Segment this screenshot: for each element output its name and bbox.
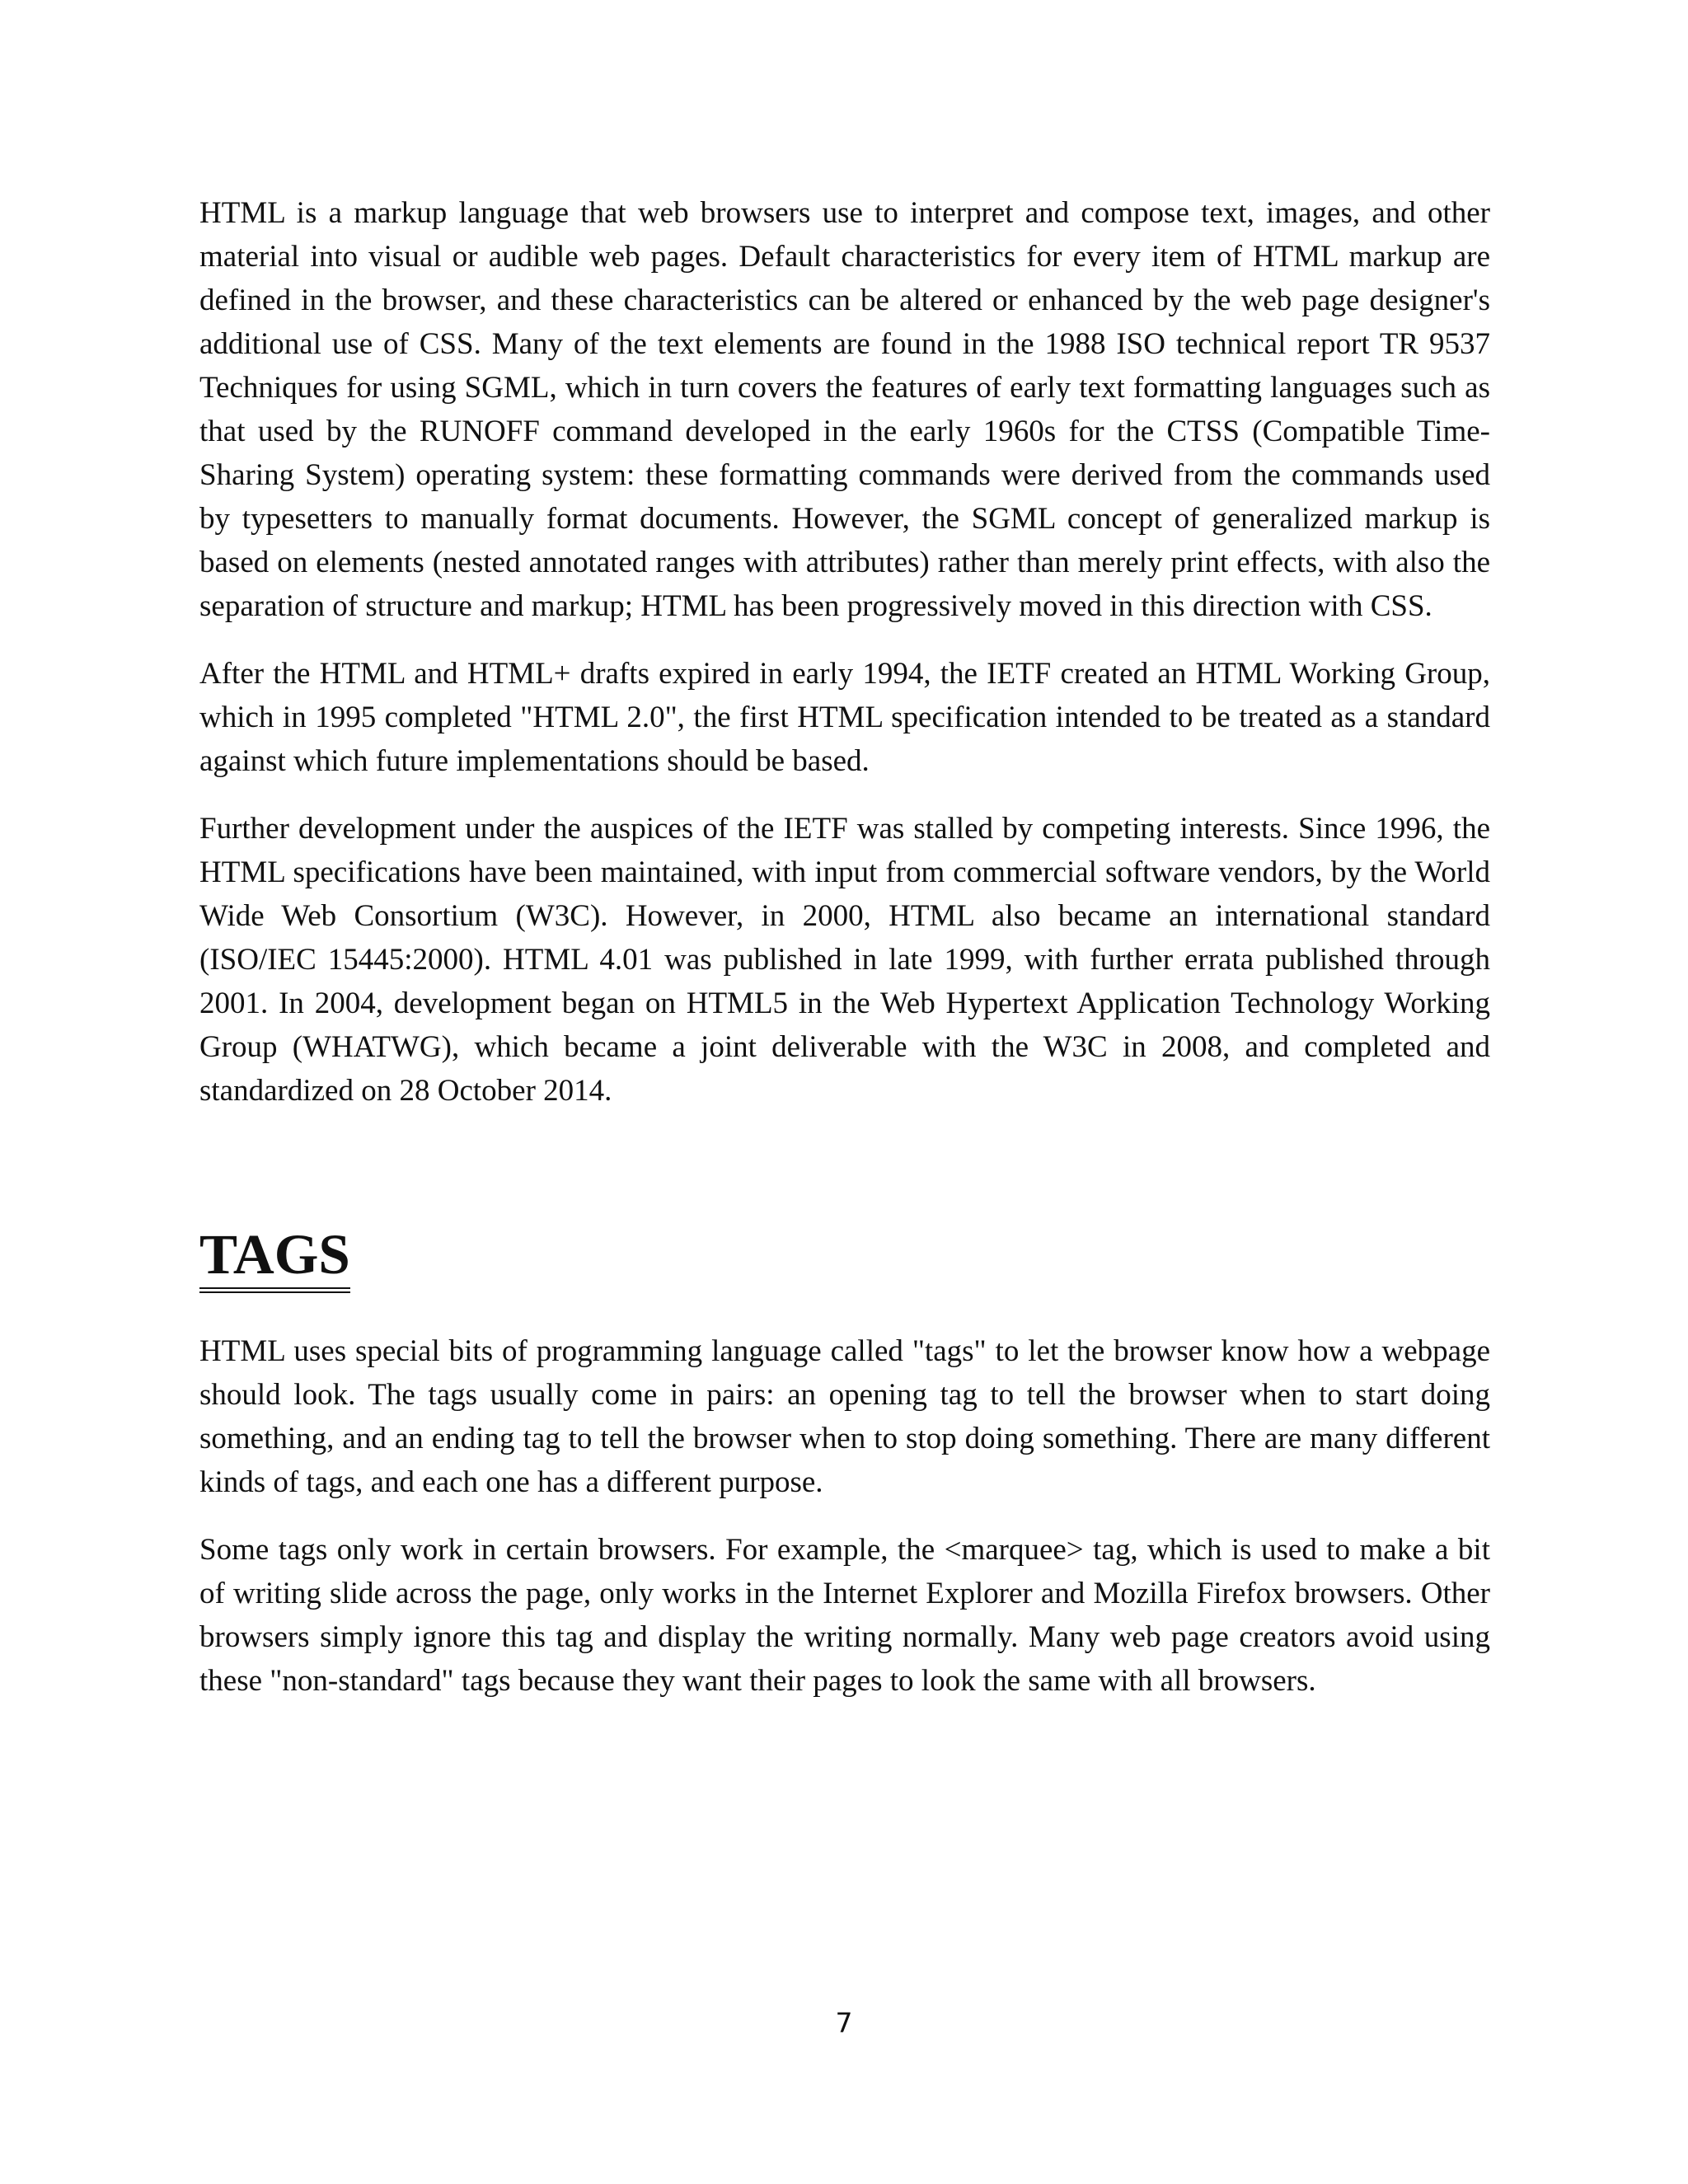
page-number: 7 [835, 2007, 853, 2039]
section-heading-tags: TAGS [199, 1221, 350, 1293]
intro-paragraph: Further development under the auspices of the IETF was stalled by competing interests. Since 1996, the HTML specifications have been maintained, with input from commercial software vendors, by the World Wide Web Consortium (W3C). However, in 2000, HTML also became an international standard (ISO/IEC 15445:2000). HTML 4.01 was published in late 1999, with further errata published through 2001. In 2004, development began on HTML5 in the Web Hypertext Application Technology Working Group (WHATWG), which became a joint deliverable with the W3C in 2008, and completed and standardized on 28 October 2014. [199, 812, 1490, 1108]
intro-paragraph: After the HTML and HTML+ drafts expired in early 1994, the IETF created an HTML Working Group, which in 1995 completed "HTML 2.0", the first HTML specification intended to be treated as a standard against which future implementations should be based. [199, 657, 1490, 778]
tags-paragraph: HTML uses special bits of programming language called "tags" to let the browser know how a webpage should look. The tags usually come in pairs: an opening tag to tell the browser when to start doing something, and an ending tag to tell the browser when to stop doing something. There are many different kinds of tags, and each one has a different purpose. [199, 1334, 1490, 1499]
tags-paragraph: Some tags only work in certain browsers. For example, the <marquee> tag, which is used to make a bit of writing slide across the page, only works in the Internet Explorer and Mozilla Firefox browsers. Other browsers simply ignore this tag and display the writing normally. Many web page creators avoid using these "non-standard" tags because they want their pages to look the same with all browsers. [199, 1533, 1490, 1698]
intro-paragraph: HTML is a markup language that web browsers use to interpret and compose text, images, and other material into visual or audible web pages. Default characteristics for every item of HTML markup are defined in the browser, and these characteristics can be altered or enhanced by the web page designer's additional use of CSS. Many of the text elements are found in the 1988 ISO technical report TR 9537 Techniques for using SGML, which in turn covers the features of early text formatting languages such as that used by the RUNOFF command developed in the early 1960s for the CTSS (Compatible Time-Sharing System) operating system: these formatting commands were derived from the commands used by typesetters to manually format documents. However, the SGML concept of generalized markup is based on elements (nested annotated ranges with attributes) rather than merely print effects, with also the separation of structure and markup; HTML has been progressively moved in this direction with CSS. [199, 196, 1490, 623]
page-body [199, 191, 1490, 1703]
